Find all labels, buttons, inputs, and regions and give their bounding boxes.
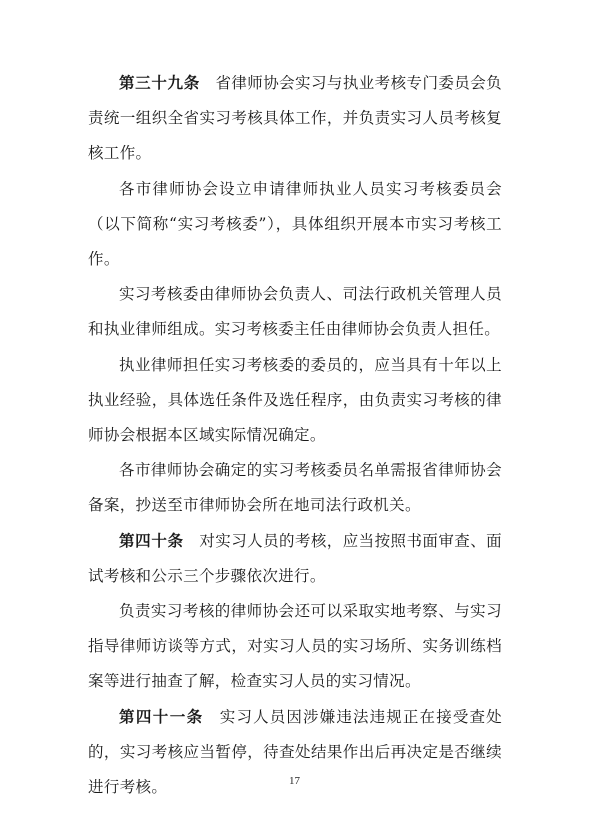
article-number: 第四十一条 xyxy=(119,707,204,726)
paragraph-article-40 xyxy=(88,524,502,594)
body-text xyxy=(88,66,502,805)
paragraph xyxy=(88,453,502,523)
paragraph-text: 实习考核委由律师协会负责人、司法行政机关管理人员和执业律师组成。实习考核委主任由律师协会负责人担任。 xyxy=(88,285,502,339)
paragraph-article-39 xyxy=(88,66,502,172)
paragraph-text: 各市律师协会设立申请律师执业人员实习考核委员会（以下简称“实习考核委”），具体组织开展本市实习考核工作。 xyxy=(88,179,502,269)
paragraph-text: 负责实习考核的律师协会还可以采取实地考察、与实习指导律师访谈等方式，对实习人员的实习场所、实务训练档案等进行抽查了解，检查实习人员的实习情况。 xyxy=(88,602,502,691)
paragraph xyxy=(88,348,502,454)
article-number: 第四十条 xyxy=(119,531,184,550)
paragraph-text: 各市律师协会确定的实习考核委员名单需报省律师协会备案，抄送至市律师协会所在地司法行政机关。 xyxy=(88,461,502,515)
paragraph-text: 省律师协会实习与执业考核专门委员会负责统一组织全省实习考核具体工作，并负责实习人员考核复核工作。 xyxy=(88,74,502,163)
paragraph-text: 实习人员因涉嫌违法违规正在接受查处的，实习考核应当暂停，待查处结果作出后再决定是否继续进行考核。 xyxy=(88,707,502,797)
paragraph xyxy=(88,277,502,347)
paragraph-text: 对实习人员的考核，应当按照书面审查、面试考核和公示三个步骤依次进行。 xyxy=(88,531,503,585)
article-number: 第三十九条 xyxy=(119,74,200,92)
paragraph-article-41 xyxy=(88,700,502,806)
paragraph xyxy=(88,172,502,278)
paragraph xyxy=(88,594,502,700)
page-number: 17 xyxy=(289,775,300,787)
paragraph-text: 执业律师担任实习考核委的委员的，应当具有十年以上执业经验，具体选任条件及选任程序，由负责实习考核的律师协会根据本区域实际情况确定。 xyxy=(88,355,502,445)
